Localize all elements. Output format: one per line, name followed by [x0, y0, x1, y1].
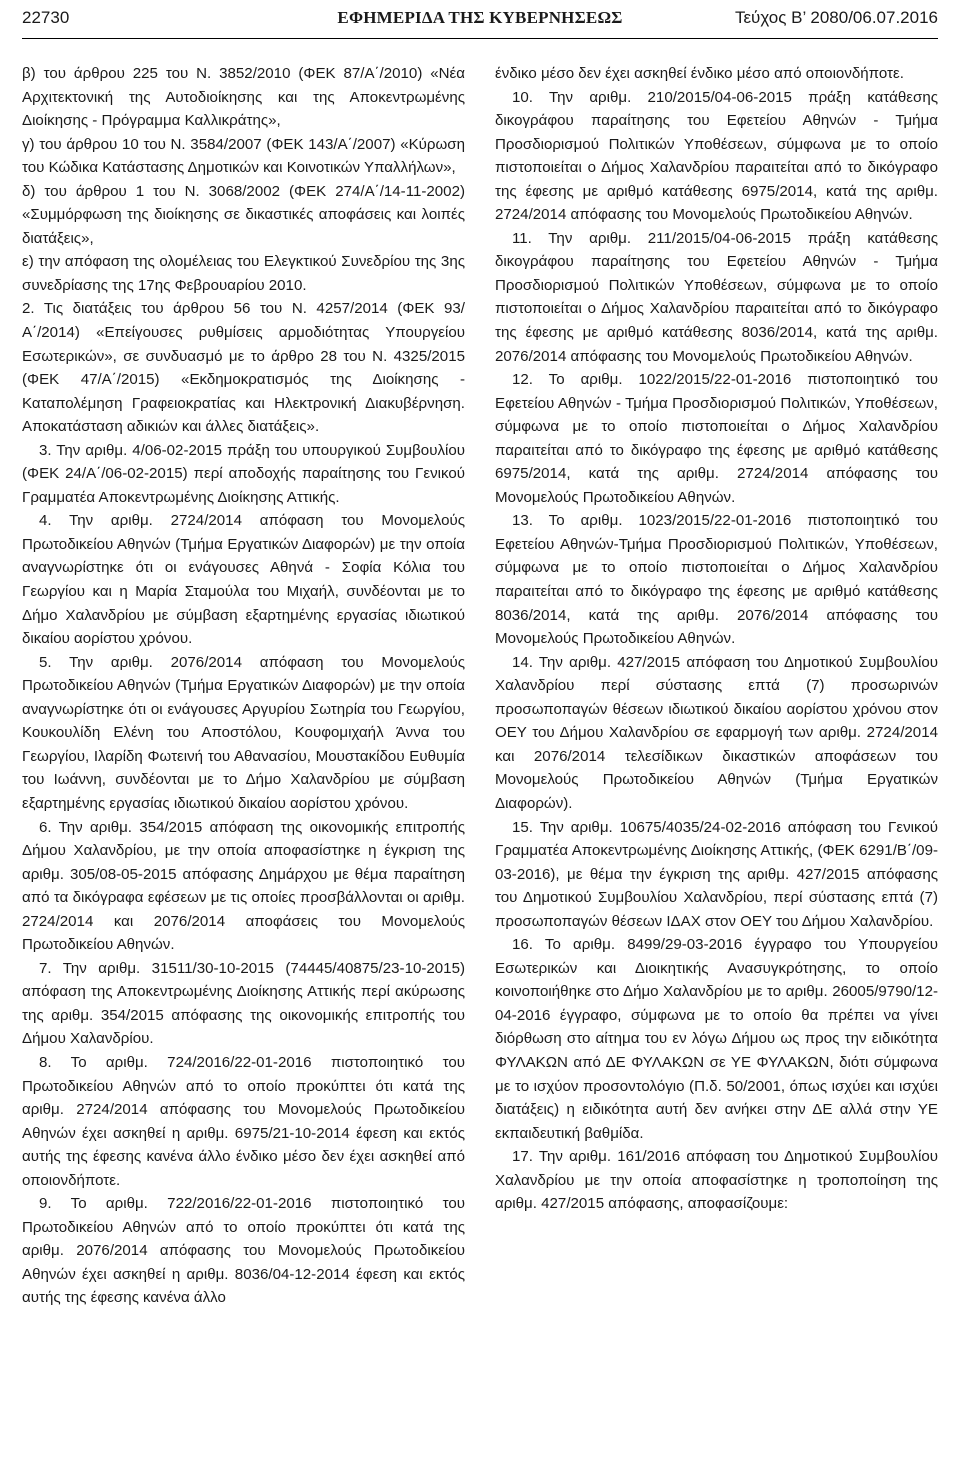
- gazette-title: ΕΦΗΜΕΡΙΔΑ ΤΗΣ ΚΥΒΕΡΝΗΣΕΩΣ: [337, 8, 623, 27]
- paragraph: 10. Την αριθμ. 210/2015/04-06-2015 πράξη κατάθεσης δικογράφου παραίτησης του Εφετείου Αθηνών - Τμήμα Προσδιορισμού Πολιτικών Υποθέσεων, σύμφωνα με το οποίο πιστοποιείται ο Δήμος Χαλανδρίου παραιτείται από το δικόγραφο της έφεσης με αριθμό κατάθεσης 6975/2014, κατά της αριθμ. 2724/2014 απόφασης του Μονομελούς Πρωτοδικείου Αθηνών.: [495, 88, 938, 224]
- paragraph: 14. Την αριθμ. 427/2015 απόφαση του Δημοτικού Συμβουλίου Χαλανδρίου περί σύστασης επτά (7) προσωρινών προσωποπαγών θέσεων ιδιωτικού δικαίου αορίστου χρόνου στον ΟΕΥ του Δήμου Χαλανδρίου σε εφαρμογή των αριθμ. 2724/2014 και 2076/2014 τελεσίδικων δικαστικών αποφάσεων του Μονομελούς Πρωτοδικείου Αθηνών (Τμήμα Εργατικών Διαφορών).: [495, 653, 938, 812]
- paragraph: 13. Το αριθμ. 1023/2015/22-01-2016 πιστοποιητικό του Εφετείου Αθηνών-Τμήμα Προσδιορισμού Πολιτικών, Υποθέσεων, σύμφωνα με το οποίο πιστοποιείται ο Δήμος Χαλανδρίου παραιτείται από το δικόγραφο της έφεσης με αριθμό κατάθεσης 8036/2014, κατά της αριθμ. 2076/2014 απόφασης του Μονομελούς Πρωτοδικείου Αθηνών.: [495, 512, 938, 648]
- left-column: [22, 62, 465, 1310]
- page-header: [22, 4, 938, 34]
- paragraph: 11. Την αριθμ. 211/2015/04-06-2015 πράξη κατάθεσης δικογράφου παραίτησης του Εφετείου Αθηνών - Τμήμα Προσδιορισμού Πολιτικών Υποθέσεων, σύμφωνα με το οποίο πιστοποιείται ο Δήμος Χαλανδρίου παραιτείται από το δικόγραφο της έφεσης με αριθμό κατάθεσης 8036/2014, κατά της αριθμ. 2076/2014 απόφασης του Μονομελούς Πρωτοδικείου Αθηνών.: [495, 229, 938, 365]
- paragraph: 3. Την αριθμ. 4/06-02-2015 πράξη του υπουργικού Συμβουλίου (ΦΕΚ 24/Α΄/06-02-2015) περί αποδοχής παραίτησης του Γενικού Γραμματέα Αποκεντρωμένης Διοίκησης Αττικής.: [22, 441, 465, 506]
- paragraph: 9. Το αριθμ. 722/2016/22-01-2016 πιστοποιητικό του Πρωτοδικείου Αθηνών από το οποίο προκύπτει ότι κατά της αριθμ. 2076/2014 απόφασης του Μονομελούς Πρωτοδικείου Αθηνών έχει ασκηθεί η αριθμ. 8036/04-12-2014 έφεση και εκτός αυτής της έφεσης κανένα άλλο: [22, 1195, 465, 1307]
- paragraph: 8. Το αριθμ. 724/2016/22-01-2016 πιστοποιητικό του Πρωτοδικείου Αθηνών από το οποίο προκύπτει ότι κατά της αριθμ. 2724/2014 απόφασης του Μονομελούς Πρωτοδικείου Αθηνών έχει ασκηθεί η αριθμ. 6975/21-10-2014 έφεση και εκτός αυτής της έφεσης κανένα άλλο ένδικο μέσο δεν έχει ασκηθεί από οποιονδήποτε.: [22, 1053, 465, 1189]
- paragraph: 17. Την αριθμ. 161/2016 απόφαση του Δημοτικού Συμβουλίου Χαλανδρίου με την οποία αποφασίστηκε η τροποποίηση της αριθμ. 427/2015 απόφασης, αποφασίζουμε:: [495, 1148, 938, 1213]
- paragraph: γ) του άρθρου 10 του Ν. 3584/2007 (ΦΕΚ 143/Α΄/2007) «Κύρωση του Κώδικα Κατάστασης Δημοτικών και Κοινοτικών Υπαλλήλων»,: [22, 135, 465, 177]
- issue-number: Τεύχος Β’ 2080/06.07.2016: [734, 8, 938, 27]
- paragraph: ε) την απόφαση της ολομέλειας του Ελεγκτικού Συνεδρίου της 3ης συνεδρίασης της 17ης Φεβρουαρίου 2010.: [22, 253, 465, 294]
- paragraph: 7. Την αριθμ. 31511/30-10-2015 (74445/40875/23-10-2015) απόφαση της Αποκεντρωμένης Διοίκησης Αττικής περί ακύρωσης της αριθμ. 354/2015 απόφασης της οικονομικής επιτροπής του Δήμου Χαλανδρίου.: [22, 959, 465, 1048]
- paragraph: 16. Το αριθμ. 8499/29-03-2016 έγγραφο του Υπουργείου Εσωτερικών και Διοικητικής Ανασυγκρότησης, το οποίο κοινοποιήθηκε στο Δήμο Χαλανδρίου με το αριθμ. 26005/9790/12-04-2016 έγγραφο, σύμφωνα με το οποίο θα πρέπει να γίνει διόρθωση στο αίτημα του εν λόγω Δήμου ως προς την ειδικότητα ΦΥΛΑΚΩΝ από ΔΕ ΦΥΛΑΚΩΝ σε ΥΕ ΦΥΛΑΚΩΝ, διότι σύμφωνα με το ισχύον προσοντολόγιο (Π.δ. 50/2001, όπως ισχύει και ισχύει διατάξεις) η ειδικότητα αυτή δεν ανήκει στην ΔΕ αλλά στην ΥΕ εκπαιδευτική βαθμίδα.: [495, 936, 938, 1142]
- paragraph: 2. Τις διατάξεις του άρθρου 56 του Ν. 4257/2014 (ΦΕΚ 93/Α΄/2014) «Επείγουσες ρυθμίσεις αρμοδιότητας Υπουργείου Εσωτερικών», σε συνδυασμό με το άρθρο 28 του Ν. 4325/2015 (ΦΕΚ 47/Α΄/2015) «Εκδημοκρατισμός της Διοίκησης - Καταπολέμηση Γραφειοκρατίας και Ηλεκτρονική Διακυβέρνηση. Αποκατάσταση αδικιών και άλλες διατάξεις».: [22, 300, 465, 436]
- page-number: 22730: [22, 8, 70, 27]
- paragraph: δ) του άρθρου 1 του Ν. 3068/2002 (ΦΕΚ 274/Α΄/14-11-2002) «Συμμόρφωση της διοίκησης σε δικαστικές αποφάσεις και λοιπές διατάξεις»,: [22, 182, 465, 247]
- paragraph: 4. Την αριθμ. 2724/2014 απόφαση του Μονομελούς Πρωτοδικείου Αθηνών (Τμήμα Εργατικών Διαφορών) με την οποία αναγνωρίστηκε ότι οι ενάγουσες Αθηνά - Σοφία Κόλια του Γεωργίου και η Μαρία Σταμούλα του Μιχαήλ, συνδέονται με το Δήμο Χαλανδρίου με σύμβαση εξαρτημένης εργασίας ιδιωτικού δικαίου αορίστου χρόνου.: [22, 512, 465, 648]
- paragraph: 5. Την αριθμ. 2076/2014 απόφαση του Μονομελούς Πρωτοδικείου Αθηνών (Τμήμα Εργατικών Διαφορών) με την οποία αναγνωρίστηκε ότι οι ενάγουσες Αργυρίου Σωτηρία του Γεωργίου, Κουκουλίδη Ελένη του Αποστόλου, Κουφομιχαήλ Άννα του Γεωργίου, Ιλαρίδη Φωτεινή του Αθανασίου, Μουστακίδου Ευθυμία του Ιωάννη, συνδέονται με το Δήμο Χαλανδρίου με σύμβαση εξαρτημένης εργασίας ιδιωτικού δικαίου αορίστου χρόνου.: [22, 653, 465, 812]
- paragraph: 6. Την αριθμ. 354/2015 απόφαση της οικονομικής επιτροπής Δήμου Χαλανδρίου, με την οποία αποφασίστηκε η έγκριση της αριθμ. 305/08-05-2015 απόφασης Δημάρχου με θέμα παραίτηση από τα δικόγραφα εφέσεων με τις οποίες προσβάλλονται οι αριθμ. 2724/2014 και 2076/2014 αποφάσεις του Μονομελούς Πρωτοδικείου Αθηνών.: [22, 818, 465, 954]
- paragraph: 15. Την αριθμ. 10675/4035/24-02-2016 απόφαση του Γενικού Γραμματέα Αποκεντρωμένης Διοίκησης Αττικής, (ΦΕΚ 6291/Β΄/09-03-2016), με θέμα την έγκριση της αριθμ. 427/2015 απόφασης του Δημοτικού Συμβουλίου Χαλανδρίου, περί σύστασης επτά (7) προσωποπαγών θέσεων ΙΔΑΧ στον ΟΕΥ του Δήμου Χαλανδρίου.: [495, 818, 938, 930]
- paragraph: ένδικο μέσο δεν έχει ασκηθεί ένδικο μέσο από οποιονδήποτε.: [495, 65, 904, 82]
- paragraph: β) του άρθρου 225 του Ν. 3852/2010 (ΦΕΚ 87/Α΄/2010) «Νέα Αρχιτεκτονική της Αυτοδιοίκησης και της Αποκεντρωμένης Διοίκησης - Πρόγραμμα Καλλικράτης»,: [22, 65, 465, 130]
- paragraph: 12. Το αριθμ. 1022/2015/22-01-2016 πιστοποιητικό του Εφετείου Αθηνών - Τμήμα Προσδιορισμού Πολιτικών, Υποθέσεων, σύμφωνα με το οποίο πιστοποιείται ο Δήμος Χαλανδρίου παραιτείται από το δικόγραφο της έφεσης με αριθμό κατάθεσης 6975/2014, κατά της αριθμ. 2724/2014 απόφασης του Μονομελούς Πρωτοδικείου Αθηνών.: [495, 371, 938, 506]
- right-column: [495, 62, 938, 1216]
- header-rule: [22, 38, 938, 39]
